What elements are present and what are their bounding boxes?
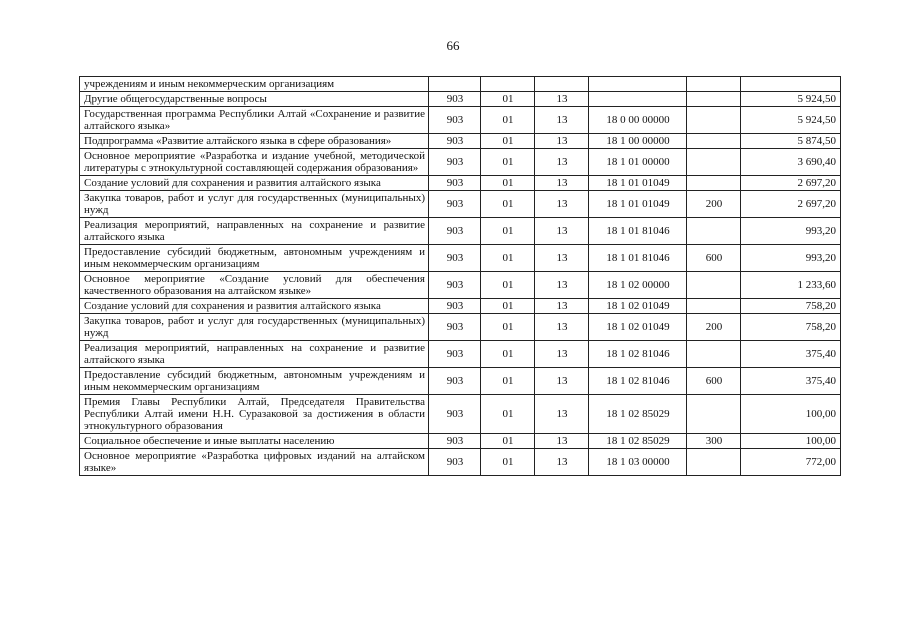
cell-target-article: 18 1 02 85029 — [589, 434, 687, 449]
cell-target-article: 18 1 02 85029 — [589, 395, 687, 434]
cell-amount: 758,20 — [741, 314, 841, 341]
cell-name: Закупка товаров, работ и услуг для государственных (муниципальных) нужд — [80, 314, 429, 341]
cell-target-article: 18 1 01 81046 — [589, 218, 687, 245]
cell-amount: 100,00 — [741, 434, 841, 449]
cell-amount: 5 874,50 — [741, 134, 841, 149]
cell-subsection: 13 — [535, 449, 589, 476]
cell-amount: 993,20 — [741, 218, 841, 245]
cell-subsection: 13 — [535, 218, 589, 245]
cell-name: Реализация мероприятий, направленных на сохранение и развитие алтайского языка — [80, 218, 429, 245]
cell-admin-code: 903 — [429, 299, 481, 314]
table-row — [80, 149, 841, 176]
cell-amount: 5 924,50 — [741, 107, 841, 134]
cell-expense-type — [687, 149, 741, 176]
cell-amount: 375,40 — [741, 368, 841, 395]
cell-subsection: 13 — [535, 434, 589, 449]
cell-subsection: 13 — [535, 149, 589, 176]
cell-amount: 993,20 — [741, 245, 841, 272]
cell-subsection: 13 — [535, 176, 589, 191]
cell-expense-type — [687, 77, 741, 92]
cell-amount: 100,00 — [741, 395, 841, 434]
cell-subsection: 13 — [535, 107, 589, 134]
cell-target-article — [589, 92, 687, 107]
cell-target-article: 18 0 00 00000 — [589, 107, 687, 134]
cell-section: 01 — [481, 176, 535, 191]
cell-section: 01 — [481, 299, 535, 314]
cell-section: 01 — [481, 149, 535, 176]
cell-section: 01 — [481, 245, 535, 272]
cell-target-article: 18 1 02 81046 — [589, 341, 687, 368]
table-row — [80, 341, 841, 368]
cell-admin-code: 903 — [429, 314, 481, 341]
cell-section: 01 — [481, 341, 535, 368]
cell-section: 01 — [481, 368, 535, 395]
table-row — [80, 134, 841, 149]
cell-subsection: 13 — [535, 272, 589, 299]
cell-target-article: 18 1 01 00000 — [589, 149, 687, 176]
cell-section: 01 — [481, 449, 535, 476]
cell-name: учреждениям и иным некоммерческим организациям — [80, 77, 429, 92]
cell-subsection: 13 — [535, 395, 589, 434]
table-row — [80, 434, 841, 449]
table-body — [80, 77, 841, 476]
cell-expense-type — [687, 134, 741, 149]
table-row — [80, 92, 841, 107]
cell-subsection: 13 — [535, 134, 589, 149]
cell-admin-code: 903 — [429, 341, 481, 368]
table-row — [80, 299, 841, 314]
cell-target-article: 18 1 01 81046 — [589, 245, 687, 272]
table-row — [80, 218, 841, 245]
cell-section: 01 — [481, 92, 535, 107]
cell-expense-type — [687, 341, 741, 368]
cell-subsection: 13 — [535, 245, 589, 272]
cell-expense-type — [687, 272, 741, 299]
cell-name: Закупка товаров, работ и услуг для государственных (муниципальных) нужд — [80, 191, 429, 218]
cell-target-article: 18 1 01 01049 — [589, 191, 687, 218]
cell-name: Основное мероприятие «Создание условий для обеспечения качественного образования на алтайском языке» — [80, 272, 429, 299]
cell-admin-code: 903 — [429, 218, 481, 245]
cell-name: Социальное обеспечение и иные выплаты населению — [80, 434, 429, 449]
table-row — [80, 107, 841, 134]
table-row — [80, 395, 841, 434]
cell-admin-code: 903 — [429, 449, 481, 476]
cell-admin-code: 903 — [429, 92, 481, 107]
cell-amount — [741, 77, 841, 92]
cell-name: Предоставление субсидий бюджетным, автономным учреждениям и иным некоммерческим организациям — [80, 245, 429, 272]
cell-target-article: 18 1 02 00000 — [589, 272, 687, 299]
cell-name: Другие общегосударственные вопросы — [80, 92, 429, 107]
cell-name: Создание условий для сохранения и развития алтайского языка — [80, 176, 429, 191]
cell-subsection: 13 — [535, 368, 589, 395]
cell-amount: 3 690,40 — [741, 149, 841, 176]
cell-amount: 1 233,60 — [741, 272, 841, 299]
cell-admin-code: 903 — [429, 134, 481, 149]
cell-name: Создание условий для сохранения и развития алтайского языка — [80, 299, 429, 314]
cell-admin-code: 903 — [429, 176, 481, 191]
cell-section: 01 — [481, 395, 535, 434]
cell-expense-type — [687, 92, 741, 107]
cell-subsection: 13 — [535, 299, 589, 314]
cell-target-article: 18 1 03 00000 — [589, 449, 687, 476]
cell-name: Государственная программа Республики Алтай «Сохранение и развитие алтайского языка» — [80, 107, 429, 134]
cell-subsection: 13 — [535, 191, 589, 218]
cell-name: Основное мероприятие «Разработка и издание учебной, методической литературы с этнокультурной составляющей содержания образования» — [80, 149, 429, 176]
cell-section — [481, 77, 535, 92]
cell-admin-code: 903 — [429, 272, 481, 299]
cell-section: 01 — [481, 134, 535, 149]
cell-section: 01 — [481, 314, 535, 341]
cell-admin-code: 903 — [429, 434, 481, 449]
cell-target-article — [589, 77, 687, 92]
cell-name: Премия Главы Республики Алтай, Председателя Правительства Республики Алтай имени Н.Н. Суразаковой за достижения в области этнокультурного образования — [80, 395, 429, 434]
cell-target-article: 18 1 02 01049 — [589, 299, 687, 314]
cell-admin-code: 903 — [429, 368, 481, 395]
cell-section: 01 — [481, 434, 535, 449]
cell-target-article: 18 1 02 81046 — [589, 368, 687, 395]
table-row — [80, 368, 841, 395]
cell-admin-code: 903 — [429, 245, 481, 272]
cell-amount: 375,40 — [741, 341, 841, 368]
cell-expense-type: 600 — [687, 368, 741, 395]
cell-expense-type: 300 — [687, 434, 741, 449]
budget-table — [79, 76, 841, 476]
cell-expense-type — [687, 218, 741, 245]
cell-expense-type — [687, 449, 741, 476]
cell-admin-code: 903 — [429, 191, 481, 218]
cell-target-article: 18 1 02 01049 — [589, 314, 687, 341]
cell-expense-type — [687, 107, 741, 134]
cell-name: Предоставление субсидий бюджетным, автономным учреждениям и иным некоммерческим организациям — [80, 368, 429, 395]
page-number: 66 — [446, 38, 460, 53]
table-row — [80, 176, 841, 191]
table-row — [80, 272, 841, 299]
table-row — [80, 314, 841, 341]
table-row — [80, 191, 841, 218]
cell-expense-type: 600 — [687, 245, 741, 272]
cell-target-article: 18 1 00 00000 — [589, 134, 687, 149]
cell-admin-code: 903 — [429, 149, 481, 176]
table-row — [80, 77, 841, 92]
cell-target-article: 18 1 01 01049 — [589, 176, 687, 191]
cell-amount: 758,20 — [741, 299, 841, 314]
cell-subsection: 13 — [535, 92, 589, 107]
cell-section: 01 — [481, 218, 535, 245]
cell-expense-type: 200 — [687, 191, 741, 218]
cell-subsection: 13 — [535, 314, 589, 341]
table-row — [80, 449, 841, 476]
cell-amount: 772,00 — [741, 449, 841, 476]
cell-amount: 2 697,20 — [741, 191, 841, 218]
cell-section: 01 — [481, 191, 535, 218]
cell-admin-code: 903 — [429, 107, 481, 134]
cell-amount: 5 924,50 — [741, 92, 841, 107]
table-row — [80, 245, 841, 272]
cell-expense-type: 200 — [687, 314, 741, 341]
cell-expense-type — [687, 176, 741, 191]
cell-section: 01 — [481, 272, 535, 299]
cell-name: Основное мероприятие «Разработка цифровых изданий на алтайском языке» — [80, 449, 429, 476]
cell-amount: 2 697,20 — [741, 176, 841, 191]
cell-name: Подпрограмма «Развитие алтайского языка в сфере образования» — [80, 134, 429, 149]
cell-section: 01 — [481, 107, 535, 134]
cell-expense-type — [687, 299, 741, 314]
cell-expense-type — [687, 395, 741, 434]
cell-subsection: 13 — [535, 341, 589, 368]
cell-name: Реализация мероприятий, направленных на сохранение и развитие алтайского языка — [80, 341, 429, 368]
cell-admin-code: 903 — [429, 395, 481, 434]
cell-admin-code — [429, 77, 481, 92]
cell-subsection — [535, 77, 589, 92]
